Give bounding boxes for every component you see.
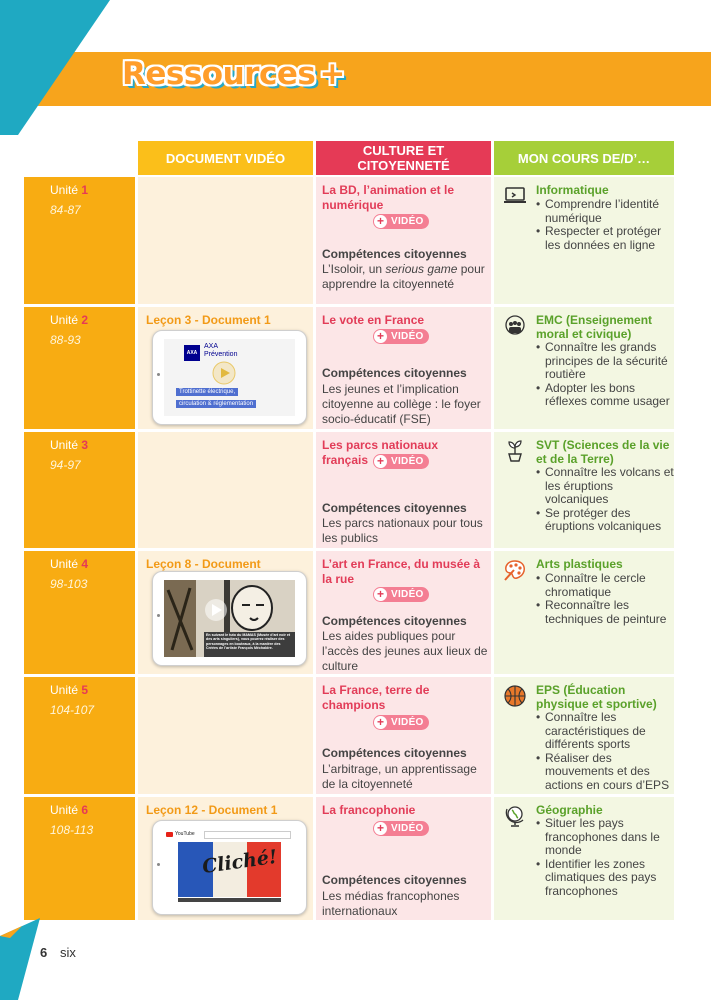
competences-heading: Compétences citoyennes (322, 501, 467, 515)
unit-cell (24, 677, 135, 794)
plant-icon (503, 439, 527, 463)
video-button[interactable]: + VIDÉO (373, 214, 429, 229)
document-title: Leçon 8 - Document (146, 557, 261, 571)
unit-cell (24, 551, 135, 674)
unit-pages: 98-103 (50, 577, 88, 591)
cours-list (536, 198, 674, 252)
plus-icon: + (374, 716, 387, 729)
header-document-video: DOCUMENT VIDÉO (138, 141, 313, 175)
teal-corner-decoration (0, 0, 110, 135)
competences-text: L’arbitrage, un apprentissage de la citoyenneté (322, 762, 477, 791)
culture-title: La BD, l’animation et le numérique (322, 183, 455, 212)
unit-cell (24, 177, 135, 304)
document-title: Leçon 3 - Document 1 (146, 313, 271, 327)
table-row (24, 432, 674, 548)
cours-cell (494, 307, 674, 429)
document-title: Leçon 12 - Document 1 (146, 803, 278, 817)
culture-cell (316, 677, 491, 794)
list-item: • Comprendre l’identité numérique (536, 198, 674, 225)
youtube-logo: YouTube (166, 831, 195, 837)
table-row (24, 797, 674, 920)
cours-list (536, 711, 674, 793)
cours-title: EPS (Éducation physique et sportive) (536, 683, 657, 711)
table-row (24, 677, 674, 794)
basketball-icon (503, 684, 527, 708)
document-cell (138, 797, 313, 920)
culture-cell (316, 432, 491, 548)
unit-pages: 104-107 (50, 703, 95, 717)
unit-pages: 84-87 (50, 203, 81, 217)
culture-title: L’art en France, du musée à la rue (322, 557, 481, 586)
competences-text: Les jeunes et l’implication citoyenne au collège : le foyer socio-éducatif (FSE) (322, 382, 481, 426)
competences-heading: Compétences citoyennes (322, 873, 467, 887)
list-item: • Réaliser des mouvements et des actions en cours d’EPS (536, 752, 674, 793)
unit-label: Unité 2 (50, 313, 89, 327)
competences-text: Les parcs nationaux pour tous les publics (322, 516, 483, 545)
list-item: • Se protéger des éruptions volcaniques (536, 507, 674, 534)
unit-label: Unité 6 (50, 803, 89, 817)
cours-cell (494, 551, 674, 674)
axa-logo: AXA (184, 345, 200, 361)
culture-title: Les parcs nationaux français (322, 438, 439, 467)
culture-cell (316, 551, 491, 674)
competences-heading: Compétences citoyennes (322, 746, 467, 760)
cours-list (536, 466, 674, 534)
list-item: • Reconnaître les techniques de peinture (536, 599, 674, 626)
culture-title: La francophonie (322, 803, 416, 817)
cours-title: Arts plastiques (536, 557, 623, 571)
video-thumbnail[interactable] (152, 571, 307, 666)
unit-pages: 88-93 (50, 333, 81, 347)
list-item: • Adopter les bons réflexes comme usager (536, 382, 674, 409)
unit-cell (24, 797, 135, 920)
culture-title: Le vote en France (322, 313, 425, 327)
video-thumbnail[interactable] (152, 820, 307, 915)
list-item: • Respecter et protéger les données en ligne (536, 225, 674, 252)
plus-icon: + (374, 588, 387, 601)
unit-pages: 108-113 (50, 823, 94, 837)
cours-cell (494, 677, 674, 794)
plus-icon: + (374, 455, 387, 468)
brand-text: AXA Prévention (204, 343, 238, 358)
video-button[interactable]: + VIDÉO (373, 821, 429, 836)
thumbnail-caption-2: circulation & réglementation (176, 400, 256, 408)
cours-list (536, 817, 674, 899)
unit-pages: 94-97 (50, 458, 81, 472)
page-title: Ressources + (122, 56, 345, 92)
document-cell (138, 551, 313, 674)
plus-icon: + (374, 215, 387, 228)
plus-icon: + (374, 330, 387, 343)
video-button[interactable]: + VIDÉO (373, 715, 429, 730)
competences-text: Les aides publiques pour l’accès des jeunes aux lieux de culture (322, 629, 488, 673)
page-number-word: six (60, 945, 76, 960)
computer-icon (503, 184, 527, 208)
thumbnail-caption: En suivant le tuto du MAMAS (Musée d’art noir et des arts singuliers), vous pourrez réaliser des personnages en bouteaux, à la manière des Créées de l’artiste François Méchaldre. (206, 633, 291, 651)
video-button[interactable]: + VIDÉO (373, 329, 429, 344)
competences-heading: Compétences citoyennes (322, 366, 467, 380)
competences-text: L’Isoloir, un serious game pour apprendre la citoyenneté (322, 262, 485, 291)
list-item: • Situer les pays francophones dans le monde (536, 817, 674, 858)
cours-cell (494, 177, 674, 304)
header-culture: CULTURE ET CITOYENNETÉ (316, 141, 491, 175)
cours-title: Géographie (536, 803, 603, 817)
cours-list (536, 572, 674, 626)
table-row (24, 307, 674, 429)
people-globe-icon (503, 314, 527, 338)
table-row (24, 551, 674, 674)
unit-label: Unité 3 (50, 438, 89, 452)
table-row (24, 177, 674, 304)
unit-label: Unité 4 (50, 557, 89, 571)
unit-cell (24, 307, 135, 429)
unit-label: Unité 1 (50, 183, 89, 197)
competences-heading: Compétences citoyennes (322, 614, 467, 628)
cours-cell (494, 797, 674, 920)
cours-title: Informatique (536, 183, 609, 197)
list-item: • Connaître les volcans et les éruptions volcaniques (536, 466, 674, 507)
competences-heading: Compétences citoyennes (322, 247, 467, 261)
unit-cell (24, 432, 135, 548)
cours-list (536, 341, 674, 409)
cours-cell (494, 432, 674, 548)
page-number: 6 (40, 945, 48, 960)
list-item: • Identifier les zones climatiques des pays francophones (536, 858, 674, 899)
document-cell (138, 307, 313, 429)
list-item: • Connaître les caractéristiques de différents sports (536, 711, 674, 752)
competences-text: Les médias francophones internationaux (322, 889, 460, 918)
thumbnail-caption-1: Trottinette électrique, (176, 388, 238, 396)
globe-icon (503, 804, 527, 828)
video-thumbnail[interactable] (152, 330, 307, 425)
video-button[interactable]: + VIDÉO (373, 587, 429, 602)
document-cell (138, 432, 313, 548)
video-button[interactable]: + VIDÉO (373, 454, 429, 469)
culture-cell (316, 177, 491, 304)
plus-icon: + (374, 822, 387, 835)
play-icon (212, 361, 236, 385)
culture-cell (316, 797, 491, 920)
thumbnail-word: Cliché! (200, 845, 279, 879)
document-cell (138, 177, 313, 304)
header-mon-cours: MON COURS DE/D’… (494, 141, 674, 175)
palette-icon (503, 558, 527, 582)
list-item: • Connaître les grands principes de la sécurité routière (536, 341, 674, 382)
teal-corner-bottom (0, 918, 40, 1000)
list-item: • Connaître le cercle chromatique (536, 572, 674, 599)
document-cell (138, 677, 313, 794)
cours-title: EMC (Enseignement moral et civique) (536, 313, 653, 341)
unit-label: Unité 5 (50, 683, 89, 697)
cours-title: SVT (Sciences de la vie et de la Terre) (536, 438, 670, 466)
culture-title: La France, terre de champions (322, 683, 430, 712)
culture-cell (316, 307, 491, 429)
